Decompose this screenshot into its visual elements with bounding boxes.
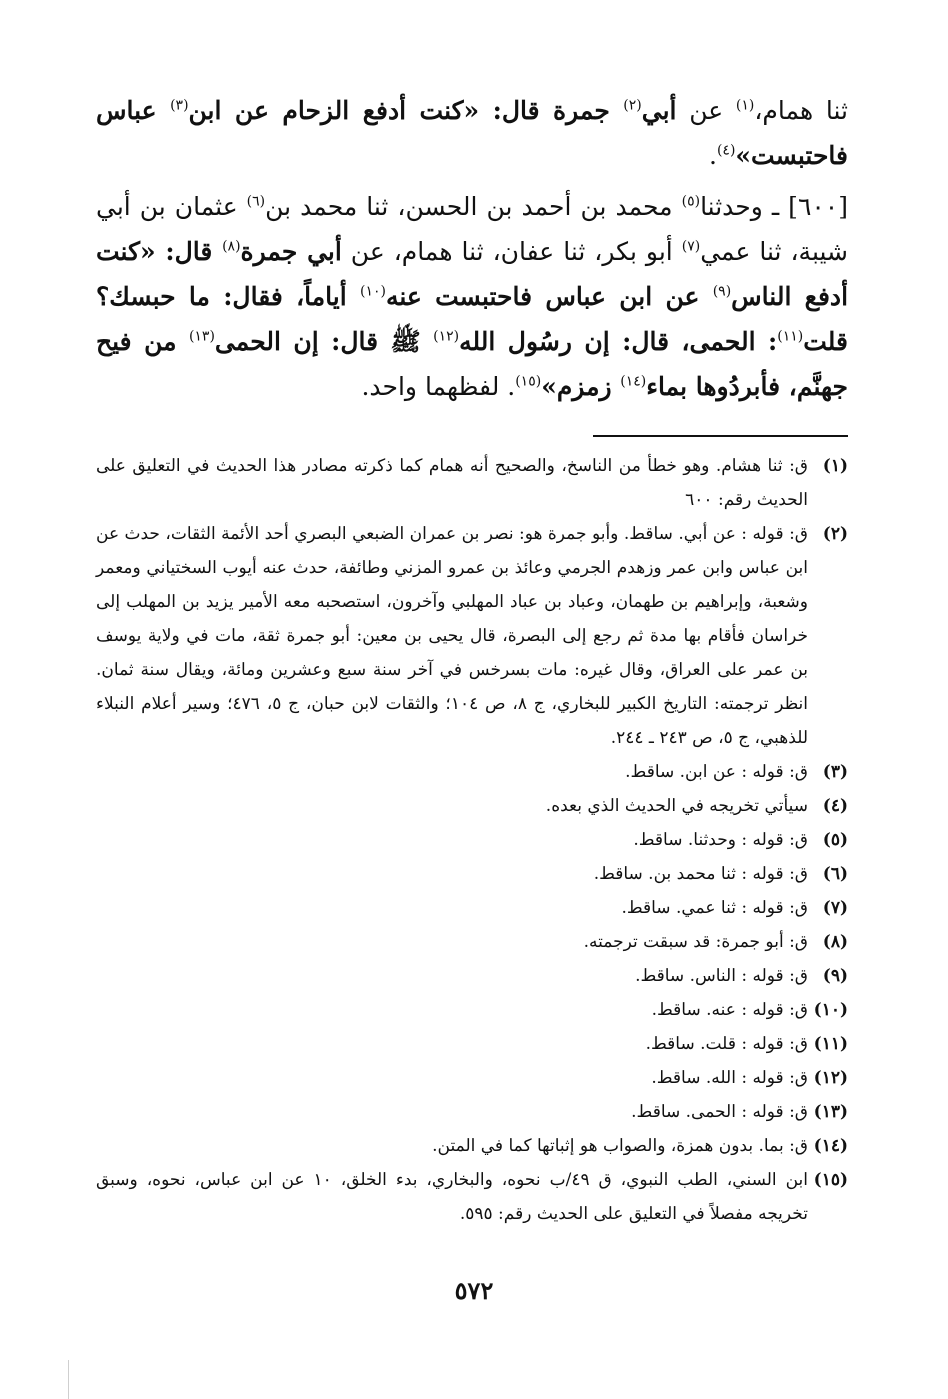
footnote-ref: (٣) [170, 97, 189, 114]
bold-text-run: قال: «كنت أدفع الناس [96, 237, 849, 311]
footnote-text: ق: قوله : عن ابن. ساقط. [625, 762, 808, 782]
footnote-list [96, 449, 848, 1231]
bold-text-run: جمرة قال: «كنت أدفع الزحام عن ابن [188, 96, 624, 125]
footnote-6 [96, 857, 848, 891]
text-run: عثمان بن أبي شيبة، ثنا عمي [96, 192, 848, 266]
footnote-ref: (١١) [777, 328, 804, 345]
footnote-text: ق: قوله : الناس. ساقط. [635, 966, 808, 986]
footnote-number: (٢) [822, 524, 848, 544]
footnote-text: ق: قوله : ثنا عمي. ساقط. [621, 898, 808, 918]
text-run: ثنا همام، [754, 96, 848, 125]
footnote-8 [96, 925, 848, 959]
footnote-14 [96, 1129, 848, 1163]
footnote-number: (٩) [822, 966, 848, 986]
bold-text-run: من فيح جهنَّم، فأبردُوها بماء [96, 327, 848, 401]
footnote-11 [96, 1027, 848, 1061]
footnote-7 [96, 891, 848, 925]
footnote-number: (٦) [822, 864, 848, 884]
footnote-ref: (١٣) [188, 328, 215, 345]
footnote-5 [96, 823, 848, 857]
footnote-text: ق: أبو جمرة: قد سبقت ترجمته. [583, 932, 808, 952]
footnote-text: ق: قوله : قلت. ساقط. [645, 1034, 808, 1054]
footnote-number: (١٣) [813, 1102, 848, 1122]
footnote-ref: (٥) [681, 193, 701, 210]
footnote-number: (١٤) [813, 1136, 848, 1156]
footnote-4 [96, 789, 848, 823]
footnote-number: (١٥) [813, 1170, 848, 1190]
bold-text-run: أبي جمرة [240, 237, 342, 266]
footnote-number: (٧) [822, 898, 848, 918]
footnote-ref: (٨) [222, 238, 241, 255]
footnote-ref: (١٢) [433, 328, 460, 345]
bold-text-run: : الحمى، قال: إن رسُول الله [459, 327, 778, 356]
bold-text-run: زمزم» [541, 372, 621, 401]
footnote-separator [593, 435, 848, 437]
page-body [96, 88, 848, 1231]
bold-text-run: أياماً، فقال: ما حبسك؟ قلت [96, 282, 848, 356]
footnote-ref: (١٤) [620, 373, 647, 390]
scan-edge-mark [68, 1360, 69, 1399]
footnote-2 [96, 517, 848, 755]
footnote-text: ق: قوله : وحدثنا. ساقط. [633, 830, 808, 850]
footnote-text: ابن السني، الطب النبوي، ق ٤٩/ب نحوه، والبخاري، بدء الخلق، ١٠ عن ابن عباس، نحوه، وسبق تخريجه مفصلاً في التعليق على الحديث رقم: ٥٩٥. [96, 1170, 808, 1224]
footnote-number: (١١) [813, 1034, 848, 1054]
footnote-text: سيأتي تخريجه في الحديث الذي بعده. [545, 796, 808, 816]
footnote-3 [96, 755, 848, 789]
footnote-number: (٥) [822, 830, 848, 850]
footnote-1 [96, 449, 848, 517]
footnote-15 [96, 1163, 848, 1231]
footnote-text: ق: قوله : عن أبي. ساقط. وأبو جمرة هو: نصر بن عمران الضبعي البصري أحد الأئمة الثقات، حدث عن ابن عباس وابن عمر وزهدم الجرمي وعائذ بن عمرو المزني وطائفة، حدث عنه أيوب السختياني ومعمر وشعبة، وإبراهيم بن طهمان، وعباد بن عباد المهلبي وآخرون، استصحبه معه الأمير يزيد بن المهلب إلى خراسان فأقام بها مدة ثم رجع إلى البصرة، قال يحيى بن معين: أبو جمرة ثقة، مات في ولاية يوسف بن عمر على العراق، وقال غيره: مات بسرخس في آخر سنة سبع وعشرين ومائة، ويقال سنة ثمان. انظر ترجمته: التاريخ الكبير للبخاري، ج ٨، ص ١٠٤؛ والثقات لابن حبان، ج ٥، ٤٧٦؛ وسير أعلام النبلاء للذهبي، ج ٥، ص ٢٤٣ ـ ٢٤٤. [96, 524, 809, 748]
footnote-number: (١٢) [813, 1068, 848, 1088]
footnote-text: ق: قوله : ثنا محمد بن. ساقط. [593, 864, 808, 884]
footnote-text: ق: ثنا هشام. وهو خطأ من الناسخ، والصحيح أنه همام كما ذكرته مصادر هذا الحديث في التعليق على الحديث رقم: ٦٠٠ [96, 456, 808, 510]
paragraph-hadith-599-end [96, 88, 848, 178]
footnote-ref: (١٠) [359, 283, 386, 300]
footnote-10 [96, 993, 848, 1027]
footnote-number: (٤) [822, 796, 848, 816]
paragraph-hadith-600 [96, 184, 848, 409]
footnote-number: (٨) [822, 932, 848, 952]
footnote-ref: (٧) [681, 238, 701, 255]
footnote-text: ق: بما. بدون همزة، والصواب هو إثباتها كما في المتن. [432, 1136, 808, 1156]
bold-text-run: عباس فاحتبست» [96, 96, 848, 170]
footnote-number: (١٠) [813, 1000, 848, 1020]
footnote-ref: (٤) [716, 142, 736, 159]
text-run: أبو بكر، ثنا عفان، ثنا همام، عن [341, 237, 682, 266]
footnote-12 [96, 1061, 848, 1095]
text-run: عن [676, 96, 736, 125]
footnote-number: (١) [822, 456, 848, 476]
footnote-ref: (٩) [712, 283, 732, 300]
footnote-ref: (٦) [246, 193, 266, 210]
text-run: . [708, 141, 717, 170]
bold-text-run: ﷺ قال: إن الحمى [214, 327, 434, 356]
bold-text-run: عن ابن عباس فاحتبست عنه [385, 282, 713, 311]
footnote-text: ق: قوله : عنه. ساقط. [651, 1000, 808, 1020]
footnote-13 [96, 1095, 848, 1129]
text-run: [٦٠٠] ـ وحدثنا [700, 192, 848, 221]
footnote-ref: (١٥) [515, 373, 542, 390]
footnote-ref: (٢) [623, 97, 642, 114]
bold-text-run: أبي [641, 96, 677, 125]
main-text [96, 88, 848, 409]
footnote-ref: (١) [735, 97, 755, 114]
footnote-number: (٣) [822, 762, 848, 782]
text-run: محمد بن أحمد بن الحسن، ثنا محمد بن [265, 192, 682, 221]
footnote-text: ق: قوله : الحمى. ساقط. [631, 1102, 808, 1122]
text-run: . لفظهما واحد. [361, 372, 516, 401]
footnote-text: ق: قوله : الله. ساقط. [651, 1068, 808, 1088]
footnote-9 [96, 959, 848, 993]
page-number: ٥٧٢ [454, 1276, 494, 1305]
